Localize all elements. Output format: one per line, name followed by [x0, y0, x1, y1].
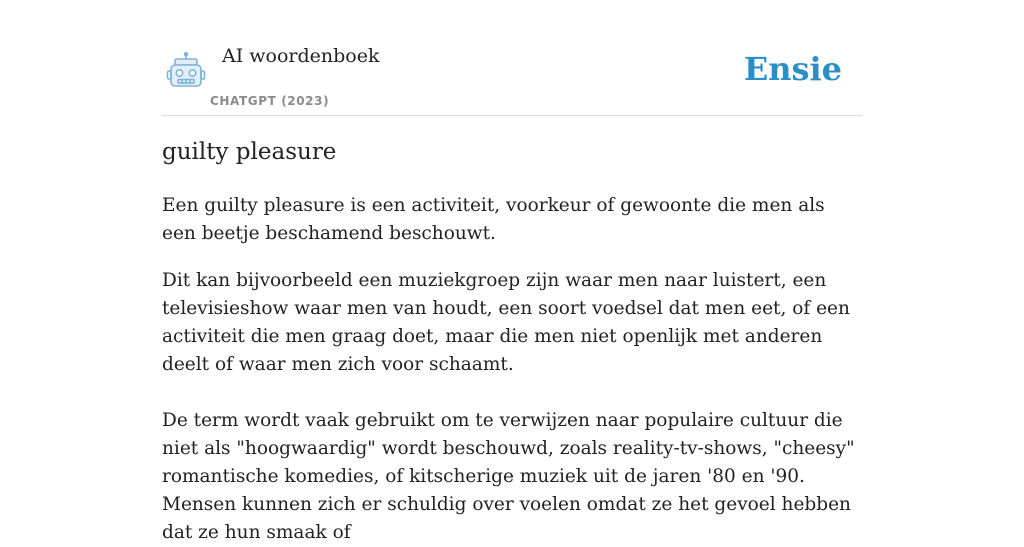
robot-icon — [166, 52, 206, 90]
definition-paragraph: De term wordt vaak gebruikt om te verwijzen naar populaire cultuur die niet als "hoogwaardig" wordt beschouwd, zoals reality-tv-shows, "cheesy" romantische komedies, of kitscherige muziek uit de jaren '80 en '90. Mensen kunnen zich er schuldig over voelen omdat ze het gevoel hebben dat ze hun smaak of — [162, 410, 855, 543]
entry-definition — [162, 192, 862, 547]
brand-logo[interactable]: Ensie — [743, 50, 842, 88]
header — [162, 0, 862, 116]
author-label: CHATGPT (2023) — [210, 94, 330, 108]
dictionary-name[interactable]: AI woordenboek — [222, 45, 380, 67]
entry-term: guilty pleasure — [162, 139, 337, 165]
definition-paragraph: Dit kan bijvoorbeeld een muziekgroep zijn waar men naar luistert, een televisieshow waar men van houdt, een soort voedsel dat men eet, of een activiteit die men graag doet, maar die men niet openlijk met anderen deelt of waar men zich voor schaamt. — [162, 270, 850, 375]
content-container — [162, 0, 862, 543]
definition-paragraph: Een guilty pleasure is een activiteit, voorkeur of gewoonte die men als een beetje beschamend beschouwt. — [162, 195, 825, 244]
